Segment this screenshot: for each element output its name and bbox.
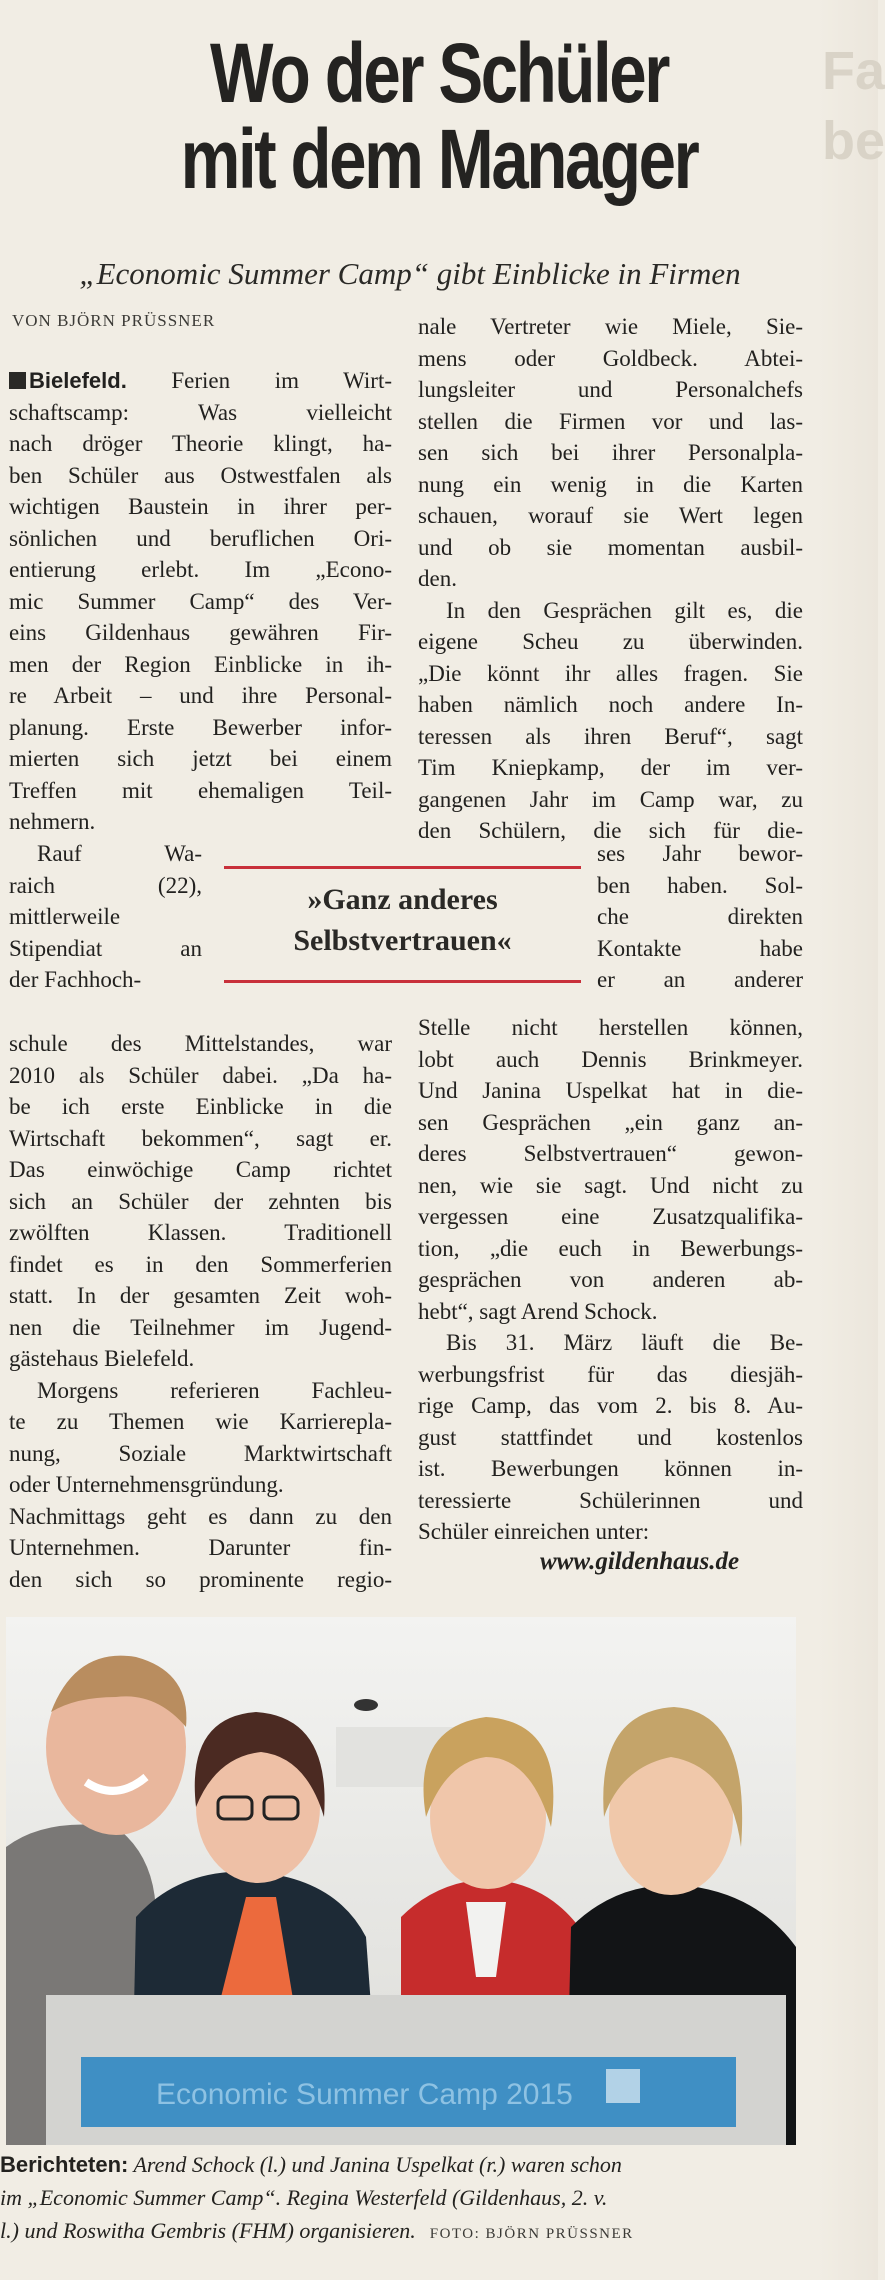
text-line: sönlichen und beruflichen Ori- <box>9 525 392 551</box>
byline: VON BJÖRN PRÜSSNER <box>12 311 216 330</box>
text-line: den. <box>418 566 457 591</box>
text-line: nale Vertreter wie Miele, Sie- <box>418 314 803 339</box>
photo-illustration <box>6 1617 796 2145</box>
text-line: te zu Themen wie Karrierepla- <box>9 1409 392 1434</box>
adjacent-page-bleed <box>818 0 885 2280</box>
text-line: lungsleiter und Personalchefs <box>418 377 803 402</box>
text-line: deres Selbstvertrauen“ gewon- <box>418 1141 803 1166</box>
text-line: teressierte Schülerinnen und <box>418 1487 803 1513</box>
caption-line: im „Economic Summer Camp“. Regina Westerfeld (Gildenhaus, 2. v. <box>0 2185 608 2210</box>
text-line: tion, „die euch in Bewerbungs- <box>418 1235 803 1261</box>
text-line: be ich erste Einblicke in die <box>9 1094 392 1119</box>
text-line: men der Region Einblicke in ih- <box>9 651 392 677</box>
text-line: Stipendiat an <box>9 935 202 961</box>
text-line: che direkten <box>597 904 803 929</box>
text-line: nung, Soziale Marktwirtschaft <box>9 1440 392 1466</box>
text-line: Bis 31. März läuft die Be- <box>446 1330 803 1355</box>
text-line: eins Gildenhaus gewähren Fir- <box>9 620 392 645</box>
text-line: Rauf Wa- <box>37 841 202 866</box>
text-line: zwölften Klassen. Traditionell <box>9 1220 392 1245</box>
bleed-glyphs: Fa <box>822 41 885 101</box>
article-column-left-narrow <box>9 838 202 996</box>
text-line: Stelle nicht herstellen können, <box>418 1015 803 1040</box>
article-column-right <box>418 311 803 847</box>
caption-line: Berichteten: Arend Schock (l.) und Janina Uspelkat (r.) waren schon <box>0 2152 622 2177</box>
text-line: eigene Scheu zu überwinden. <box>418 629 803 654</box>
subheadline: „Economic Summer Camp“ gibt Einblicke in Firmen <box>79 256 741 291</box>
text-line: schule des Mittelstandes, war <box>9 1031 392 1056</box>
article-column-right-narrow <box>597 838 803 996</box>
text-line: lobt auch Dennis Brinkmeyer. <box>418 1046 803 1072</box>
text-line: Bielefeld. Ferien im Wirt- <box>9 365 392 397</box>
text-line: wichtigen Baustein in ihrer per- <box>9 494 392 519</box>
text-line: sen sich bei ihrer Personalpla- <box>418 440 803 465</box>
text-line: findet es in den Sommerferien <box>9 1251 392 1277</box>
text-line: nehmern. <box>9 809 96 834</box>
text-line: ben Schüler aus Ostwestfalen als <box>9 462 392 488</box>
text-line: nen, wie sie sagt. Und nicht zu <box>418 1172 803 1198</box>
pullquote-rule-top <box>224 866 581 869</box>
text-line: Unternehmen. Darunter fin- <box>9 1535 392 1560</box>
text-line: ist. Bewerbungen können in- <box>418 1456 803 1481</box>
text-line: nung ein wenig in die Karten <box>418 471 803 497</box>
text-line: re Arbeit – und ihre Personal- <box>9 683 392 708</box>
text-line: stellen die Firmen vor und las- <box>418 408 803 434</box>
text-line: Treffen mit ehemaligen Teil- <box>9 777 392 803</box>
text-line: hebt“, sagt Arend Schock. <box>418 1298 658 1324</box>
photo-caption <box>0 2148 800 2251</box>
text-line: Schüler einreichen unter: <box>418 1519 650 1544</box>
text-line: er an anderer <box>597 967 803 992</box>
dateline: Bielefeld. <box>29 368 127 393</box>
text-line: oder Unternehmensgründung. <box>9 1472 284 1497</box>
text-line: 2010 als Schüler dabei. „Da ha- <box>9 1062 392 1088</box>
text-line: ben haben. Sol- <box>597 872 803 898</box>
text-line: entierung erlebt. Im „Econo- <box>9 557 392 582</box>
text-line: Tim Kniepkamp, der im ver- <box>418 755 803 780</box>
text-line: gangenen Jahr im Camp war, zu <box>418 786 803 812</box>
text-line: In den Gesprächen gilt es, die <box>446 597 803 623</box>
text-line: und ob sie momentan ausbil- <box>418 534 803 560</box>
text-line: statt. In der gesamten Zeit woh- <box>9 1283 392 1308</box>
article-column-left-bottom <box>9 1028 392 1595</box>
photo-credit: FOTO: BJÖRN PRÜSSNER <box>429 2226 634 2242</box>
headline-line: mit dem Manager <box>180 112 698 206</box>
text-line: Und Janina Uspelkat hat in die- <box>418 1078 803 1103</box>
text-line: gesprächen von anderen ab- <box>418 1267 803 1292</box>
text-line: teressen als ihren Beruf“, sagt <box>418 723 803 749</box>
banner-text: Economic Summer Camp 2015 <box>156 2078 573 2111</box>
text-line: gästehaus Bielefeld. <box>9 1346 195 1371</box>
text-line: Wirtschaft bekommen“, sagt er. <box>9 1125 392 1151</box>
text-line: mierten sich jetzt bei einem <box>9 746 392 771</box>
text-line: vergessen eine Zusatzqualifika- <box>418 1204 803 1229</box>
text-line: Das einwöchige Camp richtet <box>9 1157 392 1182</box>
pullquote-line: »Ganz anderes <box>307 883 498 916</box>
caption-line: l.) und Roswitha Gembris (FHM) organisieren. FOTO: BJÖRN PRÜSSNER <box>0 2218 634 2243</box>
text-line: mens oder Goldbeck. Abtei- <box>418 345 803 371</box>
bleed-glyphs: be <box>822 111 885 171</box>
article-column-left <box>9 365 392 838</box>
text-line: ses Jahr bewor- <box>597 841 803 866</box>
text-line: mittlerweile <box>9 904 121 929</box>
text-line: haben nämlich noch andere In- <box>418 692 803 717</box>
pullquote-rule-bottom <box>224 980 581 983</box>
text-line: raich (22), <box>9 872 202 898</box>
website-link[interactable]: www.gildenhaus.de <box>540 1548 740 1575</box>
text-line: Nachmittags geht es dann zu den <box>9 1503 392 1529</box>
article-column-right-bottom <box>418 1012 803 1548</box>
paragraph-marker-icon <box>9 372 26 389</box>
headline <box>88 26 790 206</box>
headline-line: Wo der Schüler <box>209 26 669 120</box>
group-photo <box>6 1617 796 2145</box>
text-line: planung. Erste Bewerber infor- <box>9 714 392 740</box>
text-line: schauen, worauf sie Wert legen <box>418 503 803 528</box>
text-line: Morgens referieren Fachleu- <box>37 1377 392 1403</box>
text-line: der Fachhoch- <box>9 967 142 992</box>
text-line: schaftscamp: Was vielleicht <box>9 399 392 425</box>
text-line: sen Gesprächen „ein ganz an- <box>418 1109 803 1135</box>
text-line: nach dröger Theorie klingt, ha- <box>9 431 392 456</box>
text-line: Kontakte habe <box>597 935 803 961</box>
pullquote <box>224 879 581 961</box>
text-line: nen die Teilnehmer im Jugend- <box>9 1314 392 1340</box>
text-line: „Die könnt ihr alles fragen. Sie <box>418 660 803 686</box>
text-line: werbungsfrist für das diesjäh- <box>418 1361 803 1387</box>
text-line: sich an Schüler der zehnten bis <box>9 1188 392 1214</box>
text-line: den Schülern, die sich für die- <box>418 818 803 843</box>
text-line: gust stattfindet und kostenlos <box>418 1424 803 1450</box>
caption-lead: Berichteten: <box>0 2152 129 2177</box>
pullquote-line: Selbstvertrauen« <box>293 924 512 957</box>
text-line: den sich so prominente regio- <box>9 1566 392 1592</box>
text-line: mic Summer Camp“ des Ver- <box>9 588 392 614</box>
text-line: rige Camp, das vom 2. bis 8. Au- <box>418 1393 803 1418</box>
